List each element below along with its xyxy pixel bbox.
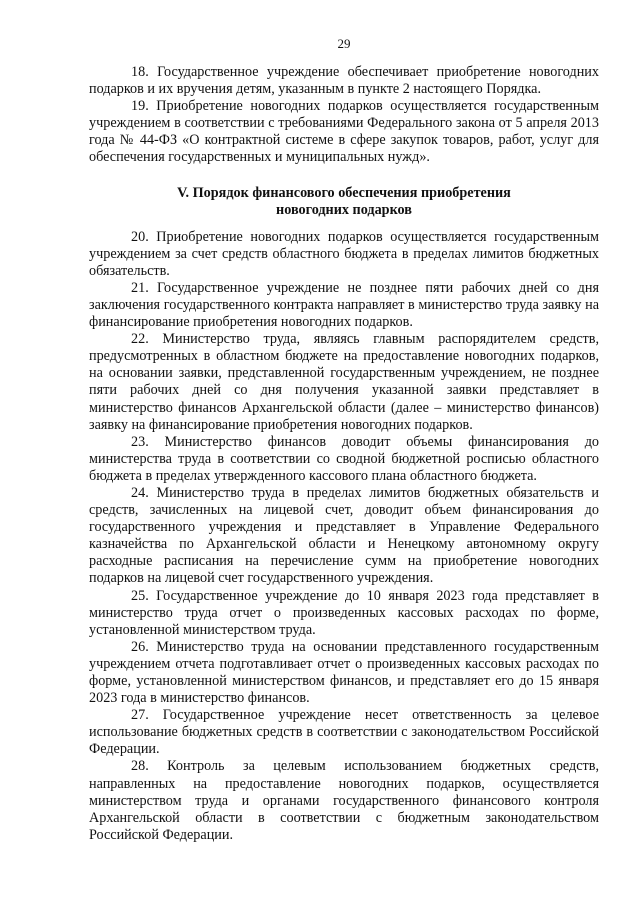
paragraph-28: 28. Контроль за целевым использованием бюджетных средств, направленных на предоставление новогодних подарков, осуществляется министерством труда и органами государственного финансового контроля Архангельской области в соответствии с бюджетным законодательством Российской Федерации. <box>89 758 599 843</box>
paragraph-24: 24. Министерство труда в пределах лимитов бюджетных обязательств и средств, зачисленных на лицевой счет, доводит объем финансирования до государственного учреждения и представляет в Управление Федерального казначейства по Архангельской области и Ненецкому автономному округу расходные расписания на перечисление сумм на приобретение новогодних подарков на лицевой счет государственного учреждения. <box>89 484 599 587</box>
document-page <box>89 36 599 844</box>
page-number: 29 <box>337 36 351 51</box>
section-title-line-1: V. Порядок финансового обеспечения приобретения <box>177 184 511 201</box>
section-title-line-2: новогодних подарков <box>276 202 412 219</box>
paragraph-25: 25. Государственное учреждение до 10 января 2023 года представляет в министерство труда отчет о произведенных кассовых расходах по форме, установленной министерством труда. <box>89 587 599 638</box>
paragraph-23: 23. Министерство финансов доводит объемы финансирования до министерства труда в соответствии со сводной бюджетной росписью областного бюджета в пределах утвержденного кассового плана областного бюджета. <box>89 433 599 484</box>
paragraph-21: 21. Государственное учреждение не позднее пяти рабочих дней со дня заключения государственного контракта направляет в министерство труда заявку на финансирование приобретения новогодних подарков. <box>89 279 599 331</box>
paragraph-27: 27. Государственное учреждение несет ответственность за целевое использование бюджетных средств в соответствии с законодательством Российской Федерации. <box>89 707 599 758</box>
paragraph-22: 22. Министерство труда, являясь главным распорядителем средств, предусмотренных в областном бюджете на предоставление новогодних подарков, на основании заявки, представленной государственным учреждением, не позднее пяти рабочих дней со дня получения указанной заявки представляет в министерство финансов Архангельской области (далее – министерство финансов) заявку на финансирование приобретения новогодних подарков. <box>89 331 599 433</box>
paragraph-18: 18. Государственное учреждение обеспечивает приобретение новогодних подарков и их вручения детям, указанным в пункте 2 настоящего Порядка. <box>89 64 599 98</box>
paragraph-26: 26. Министерство труда на основании представленного государственным учреждением отчета подготавливает отчет о произведенных кассовых расходах по форме, установленной министерством финансов, и представляет его до 15 января 2023 года в министерство финансов. <box>89 638 599 707</box>
paragraph-20: 20. Приобретение новогодних подарков осуществляется государственным учреждением за счет средств областного бюджета в пределах лимитов бюджетных обязательств. <box>89 228 599 279</box>
section-title <box>89 185 599 220</box>
paragraph-19: 19. Приобретение новогодних подарков осуществляется государственным учреждением в соответствии с требованиями Федерального закона от 5 апреля 2013 года № 44-ФЗ «О контрактной системе в сфере закупок товаров, работ, услуг для обеспечения государственных и муниципальных нужд». <box>89 98 599 166</box>
